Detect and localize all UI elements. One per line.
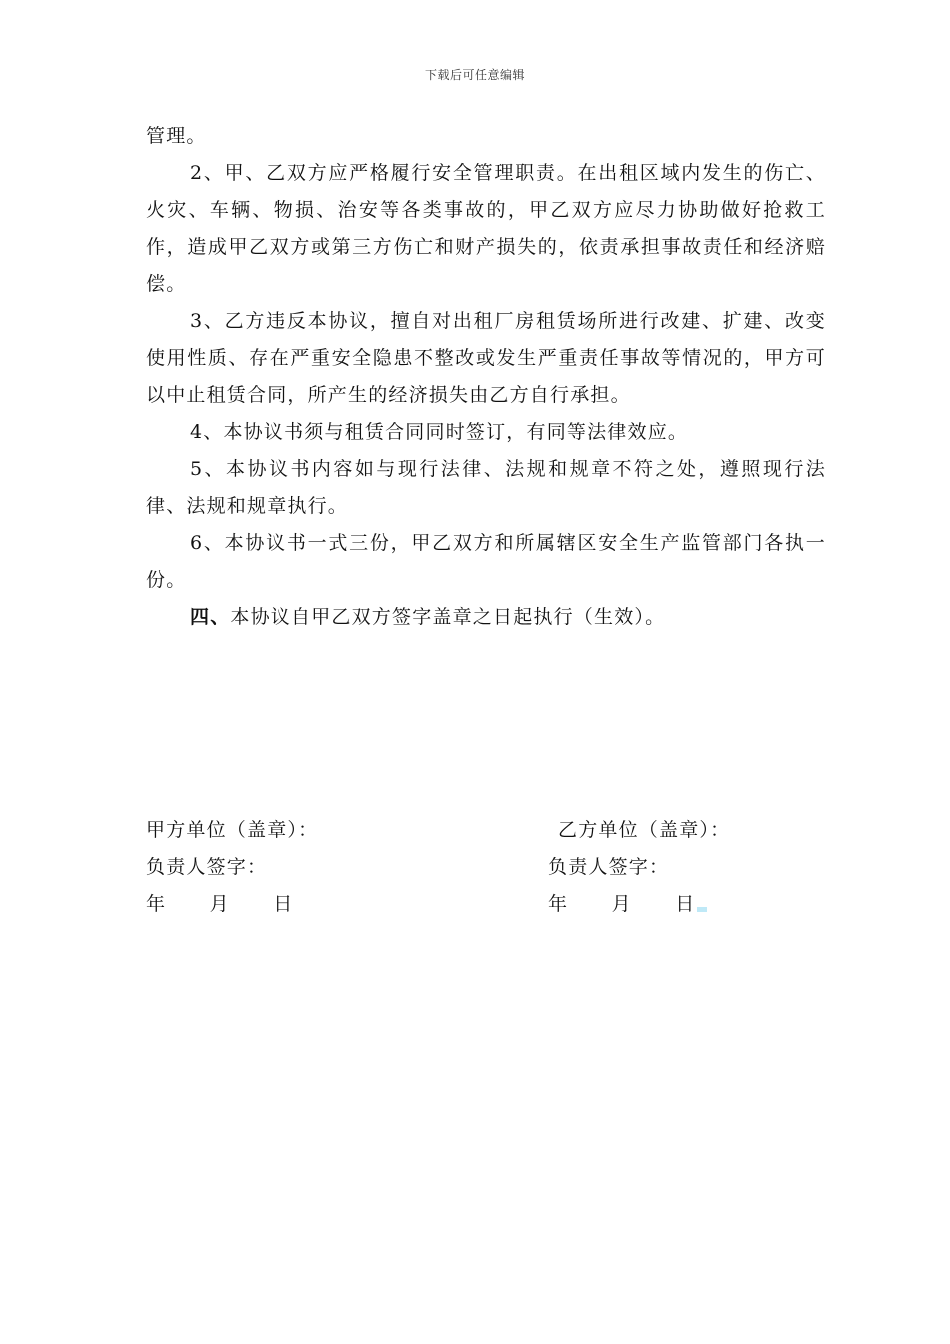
document-body [146,118,826,636]
text-cursor-marker [697,907,707,912]
clause-6: 6、本协议书一式三份，甲乙双方和所属辖区安全生产监管部门各执一份。 [146,532,826,591]
party-b-signer-label: 负责人签字： [548,856,670,878]
party-b-date-label: 年 月 日 [548,893,696,915]
party-a-unit-label: 甲方单位（盖章）： [146,819,319,841]
party-a-signature-block [146,812,318,923]
party-a-signer-label: 负责人签字： [146,856,268,878]
page-header-note: 下载后可任意编辑 [424,68,525,82]
party-a-date-label: 年 月 日 [146,893,294,915]
party-b-unit-label: 乙方单位（盖章）： [558,819,731,841]
party-b-signature-block [548,812,730,923]
clause-5: 5、本协议书内容如与现行法律、法规和规章不符之处，遵照现行法律、法规和规章执行。 [146,458,826,517]
final-clause [146,599,826,636]
clause-4: 4、本协议书须与租赁合同同时签订，有同等法律效应。 [190,421,689,443]
final-clause-number: 四、 [190,606,231,628]
clause-3: 3、乙方违反本协议，擅自对出租厂房租赁场所进行改建、扩建、改变使用性质、存在严重安全隐患不整改或发生严重责任事故等情况的，甲方可以中止租赁合同，所产生的经济损失由乙方自行承担。 [146,310,826,406]
party-b-date-row [548,886,730,923]
final-clause-text: 本协议自甲乙双方签字盖章之日起执行（生效）。 [230,606,666,628]
paragraph-continuation: 管理。 [146,125,207,147]
clause-2: 2、甲、乙双方应严格履行安全管理职责。在出租区域内发生的伤亡、火灾、车辆、物损、治安等各类事故的，甲乙双方应尽力协助做好抢救工作，造成甲乙双方或第三方伤亡和财产损失的，依责承担事故责任和经济赔偿。 [146,162,826,295]
